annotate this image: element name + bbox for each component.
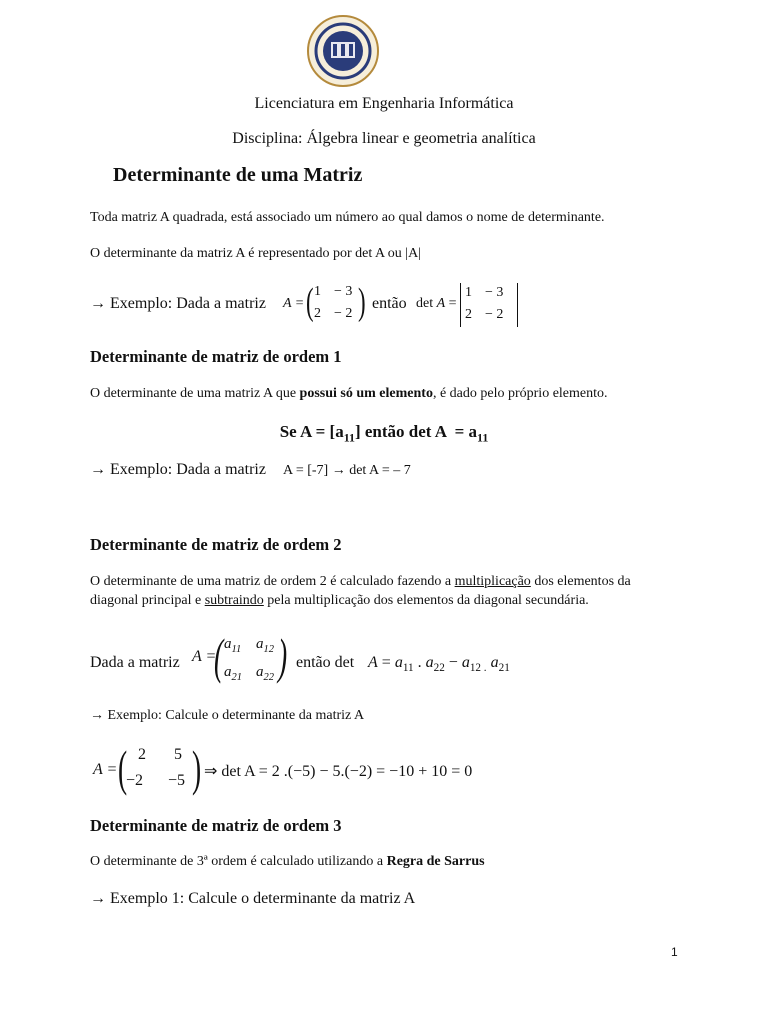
page-number: 1 bbox=[671, 945, 678, 959]
order2-heading: Determinante de matriz de ordem 2 bbox=[90, 535, 342, 554]
det-a-symbol: det A = bbox=[416, 296, 457, 311]
order2-formula: $A = a_{11}$ . $a_{22} - a_{12 .}$ $a_{21}$ bbox=[368, 654, 510, 675]
intro-paragraph-1: Toda matriz A quadrada, está associado um número ao qual damos o nome de determinante. bbox=[90, 210, 605, 225]
order1-paragraph: O determinante de uma matriz A que possui só um elemento, é dado pelo próprio elemento. bbox=[90, 386, 608, 401]
discipline-line: Disciplina: Álgebra linear e geometria analítica bbox=[232, 130, 536, 147]
order1-rule: Se $A = [a_{11}]$ então $\det A = a_{11}$ bbox=[279, 422, 489, 445]
order2-general-matrix: ( $a_{11}$ $a_{12}$ $a_{21}$ $a_{22}$ ) bbox=[214, 628, 288, 684]
order1-example-value: A = [-7] → det A = – 7 bbox=[283, 463, 411, 478]
order2-paragraph-line1: O determinante de uma matriz de ordem 2 é calculado fazendo a multiplicação dos elementos da bbox=[90, 574, 631, 589]
order2-example-label: → Exemplo: Calcule o determinante da matriz A bbox=[90, 708, 365, 723]
order1-heading: Determinante de matriz de ordem 1 bbox=[90, 347, 342, 366]
order3-example-label: → Exemplo 1: Calcule o determinante da matriz A bbox=[90, 890, 416, 907]
order3-heading: Determinante de matriz de ordem 3 bbox=[90, 816, 342, 835]
intro-matrix-parentheses: ( 1 − 3 2 − 2 ) bbox=[306, 281, 366, 323]
intro-example-label: → Exemplo: Dada a matriz bbox=[90, 295, 266, 312]
order2-matrix-symbol: A = bbox=[192, 648, 217, 665]
order2-example-matrix-symbol: A = bbox=[93, 761, 118, 778]
order2-then-det: então det bbox=[296, 654, 355, 671]
order3-paragraph: O determinante de 3ª ordem é calculado utilizando a Regra de Sarrus bbox=[90, 854, 485, 869]
intro-matrix-bars: 1 − 3 2 − 2 bbox=[460, 283, 518, 327]
institution-logo bbox=[306, 14, 380, 88]
order2-given-label: Dada a matriz bbox=[90, 654, 180, 671]
matrix-a-symbol: A = bbox=[283, 296, 305, 311]
page-title: Determinante de uma Matriz bbox=[113, 164, 363, 186]
course-line: Licenciatura em Engenharia Informática bbox=[254, 95, 514, 112]
order2-example-matrix: ( 2 5 −2 −5 ) bbox=[118, 740, 202, 796]
order2-paragraph-line2: diagonal principal e subtraindo pela multiplicação dos elementos da diagonal secundária. bbox=[90, 593, 589, 608]
order2-example-result: ⇒ det A = 2 .(−5) − 5.(−2) = −10 + 10 = 0 bbox=[204, 763, 473, 780]
intro-paragraph-2: O determinante da matriz A é representado por det A ou |A| bbox=[90, 246, 422, 261]
order1-example-label: → Exemplo: Dada a matriz bbox=[90, 461, 266, 478]
intro-then: então bbox=[372, 295, 407, 312]
